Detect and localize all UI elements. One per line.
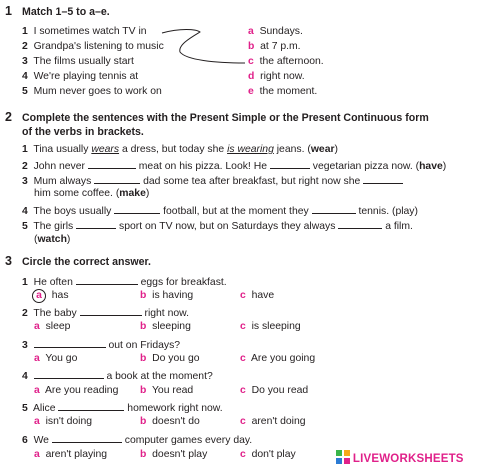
question-4: 4 a book at the moment?	[22, 371, 213, 382]
option-c[interactable]: c have	[240, 290, 275, 301]
sentence-4: 4 The boys usually football, but at the moment they tennis. (play)	[22, 206, 418, 217]
question-6: 6 We computer games every day.	[22, 435, 253, 446]
sentence-3: 3 Mum always dad some tea after breakfast, but right now she	[22, 174, 403, 187]
exercise-2-number: 2	[5, 110, 12, 124]
selected-answer-circle: a	[32, 289, 46, 303]
option-a[interactable]: a isn't doing	[34, 416, 93, 427]
exercise-1-title: Match 1–5 to a–e.	[22, 6, 110, 18]
sentence-5-continued: (watch)	[34, 234, 71, 245]
list-item: 4 We're playing tennis at	[22, 71, 139, 82]
question-1: 1 He often eggs for breakfast.	[22, 277, 227, 288]
answer-blank[interactable]	[363, 174, 403, 184]
list-item: 1 I sometimes watch TV in	[22, 26, 147, 37]
handwritten-answer: wears	[91, 144, 120, 155]
answer-blank[interactable]	[338, 219, 382, 229]
sentence-2: 2 John never meat on his pizza. Look! He vegetarian pizza now. (have)	[22, 161, 447, 172]
handwritten-answer: is wearing	[227, 144, 274, 155]
list-item: 3 The films usually start	[22, 56, 134, 67]
option-b[interactable]: b sleeping	[140, 321, 191, 332]
option-b[interactable]: b is having	[140, 290, 194, 301]
question-3: 3 out on Fridays?	[22, 340, 181, 351]
answer-blank[interactable]	[114, 204, 160, 214]
list-item: b at 7 p.m.	[248, 41, 301, 52]
answer-blank[interactable]	[88, 159, 136, 169]
list-item: 2 Grandpa's listening to music	[22, 41, 164, 52]
option-b[interactable]: b doesn't do	[140, 416, 200, 427]
option-b[interactable]: b doesn't play	[140, 449, 208, 460]
answer-blank	[76, 275, 138, 285]
exercise-1-number: 1	[5, 4, 12, 18]
list-item: a Sundays.	[248, 26, 303, 37]
exercise-3-title: Circle the correct answer.	[22, 256, 151, 268]
sentence-3-continued: him some coffee. (make)	[34, 188, 150, 199]
answer-blank	[34, 369, 104, 379]
liveworksheets-icon	[336, 450, 350, 464]
option-a[interactable]: a has	[32, 289, 69, 303]
answer-blank	[58, 401, 124, 411]
answer-blank	[80, 306, 142, 316]
answer-blank[interactable]	[76, 219, 116, 229]
match-connector-line	[0, 0, 480, 120]
option-b[interactable]: b Do you go	[140, 353, 200, 364]
list-item: e the moment.	[248, 86, 318, 97]
liveworksheets-text: LIVEWORKSHEETS	[352, 453, 464, 465]
exercise-2-title-line-1: Complete the sentences with the Present Simple or the Present Continuous form	[22, 112, 429, 124]
option-c[interactable]: c Are you going	[240, 353, 316, 364]
option-b[interactable]: b You read	[140, 385, 194, 396]
list-item: c the afternoon.	[248, 56, 324, 67]
list-item: d right now.	[248, 71, 305, 82]
answer-blank[interactable]	[270, 159, 310, 169]
sentence-1: 1 Tina usually wears a dress, but today she is wearing jeans. (wear)	[22, 144, 338, 155]
answer-blank	[52, 433, 122, 443]
option-a[interactable]: a aren't playing	[34, 449, 108, 460]
liveworksheets-logo	[336, 450, 464, 465]
exercise-3-number: 3	[5, 254, 12, 268]
option-c[interactable]: c is sleeping	[240, 321, 301, 332]
exercise-2-title-line-2: of the verbs in brackets.	[22, 126, 144, 138]
option-a[interactable]: a sleep	[34, 321, 71, 332]
option-c[interactable]: c aren't doing	[240, 416, 306, 427]
list-item: 5 Mum never goes to work on	[22, 86, 162, 97]
option-a[interactable]: a Are you reading	[34, 385, 119, 396]
answer-blank	[34, 338, 106, 348]
answer-blank[interactable]	[94, 174, 140, 184]
sentence-5: 5 The girls sport on TV now, but on Saturdays they always a film.	[22, 221, 413, 232]
question-2: 2 The baby right now.	[22, 308, 189, 319]
option-c[interactable]: c Do you read	[240, 385, 309, 396]
answer-blank[interactable]	[312, 204, 356, 214]
option-c[interactable]: c don't play	[240, 449, 296, 460]
question-5: 5 Alice homework right now.	[22, 403, 223, 414]
option-a[interactable]: a You go	[34, 353, 78, 364]
